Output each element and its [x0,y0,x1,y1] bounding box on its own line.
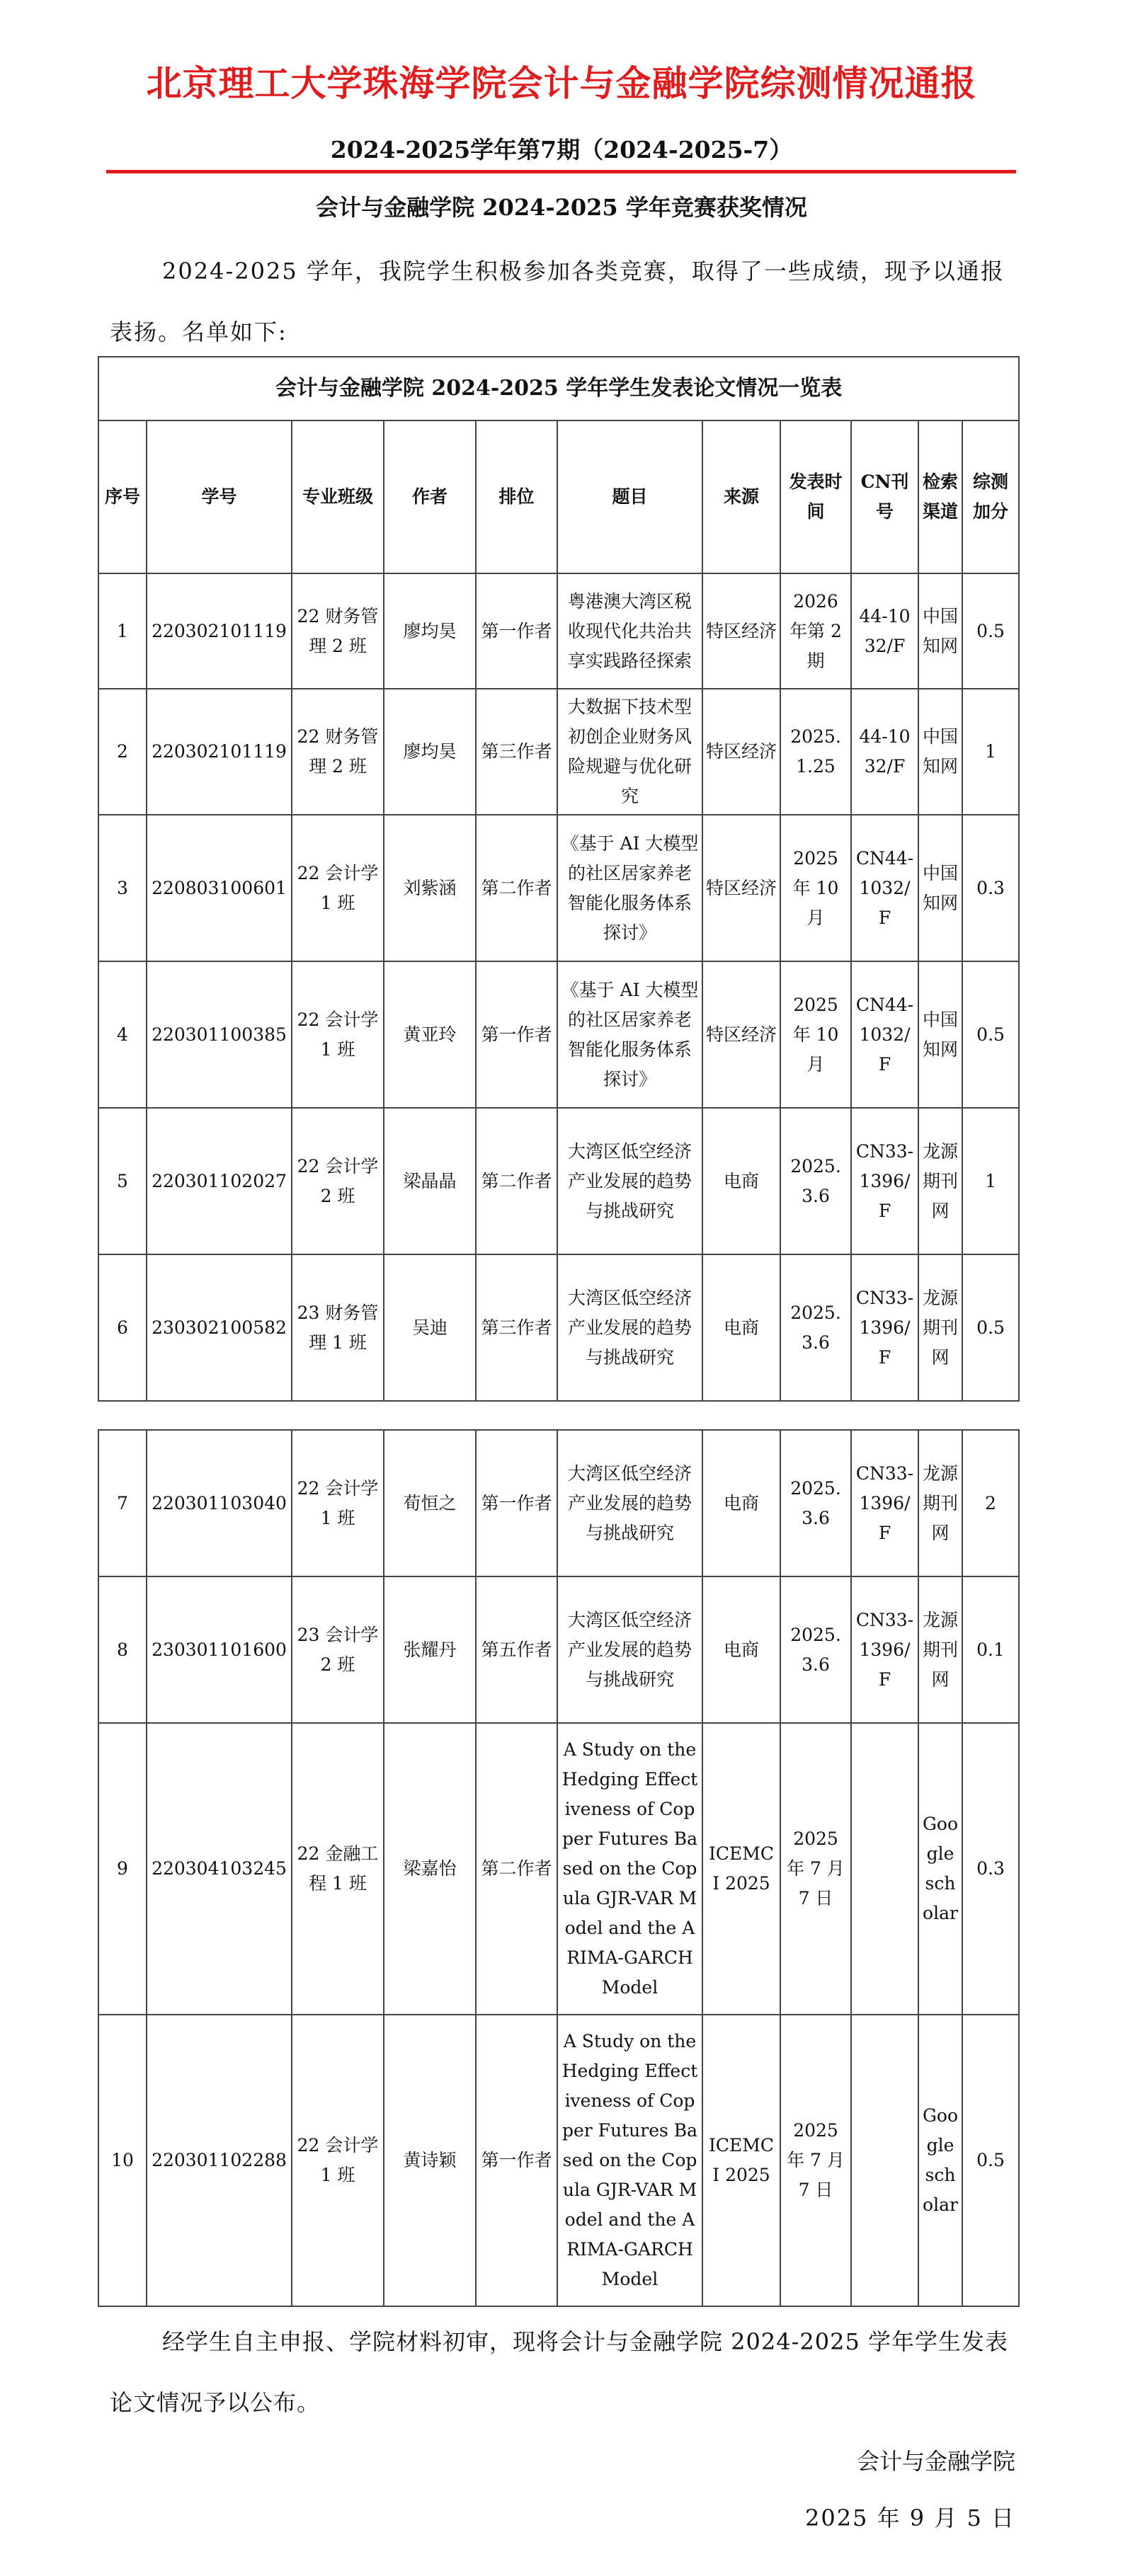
cell-no: 7 [98,1430,147,1576]
cell-rank: 第一作者 [476,573,557,689]
cell-title: 大湾区低空经济产业发展的趋势与挑战研究 [557,1576,702,1723]
cell-student-id: 220301102027 [147,1108,292,1254]
cell-no: 9 [98,1723,147,2015]
cell-source: 电商 [702,1108,780,1254]
cell-cn: CN33-1396/F [851,1108,918,1254]
cell-score: 0.5 [962,2015,1019,2306]
header-channel: 检索渠道 [918,420,962,573]
cell-date: 2025.3.6 [780,1430,851,1576]
cell-no: 3 [98,815,147,961]
table-row [98,815,1019,961]
cell-channel: 龙源期刊网 [918,1254,962,1401]
cell-score: 0.3 [962,815,1019,961]
table-row [98,1430,1019,1576]
cell-student-id: 220301100385 [147,961,292,1108]
cell-class: 22 会计学 2 班 [292,1108,384,1254]
cell-date: 2025.1.25 [780,689,851,815]
table-row [98,1254,1019,1401]
cell-cn: CN33-1396/F [851,1576,918,1723]
cell-source: 特区经济 [702,573,780,689]
header-author: 作者 [384,420,476,573]
table-row [98,573,1019,689]
header-student-id: 学号 [147,420,292,573]
table-row [98,689,1019,815]
red-divider [106,170,1016,173]
cell-rank: 第一作者 [476,2015,557,2306]
cell-score: 0.5 [962,573,1019,689]
cell-score: 0.3 [962,1723,1019,2015]
table-caption: 会计与金融学院 2024-2025 学年学生发表论文情况一览表 [98,357,1019,420]
notice-title: 北京理工大学珠海学院会计与金融学院综测情况通报 [146,63,977,104]
table-row [98,1723,1019,2015]
cell-class: 23 财务管理 1 班 [292,1254,384,1401]
cell-student-id: 220302101119 [147,689,292,815]
header-no: 序号 [98,420,147,573]
cell-score: 1 [962,689,1019,815]
cell-title: 大湾区低空经济产业发展的趋势与挑战研究 [557,1254,702,1401]
cell-author: 荀恒之 [384,1430,476,1576]
cell-title: 《基于 AI 大模型的社区居家养老智能化服务体系探讨》 [557,961,702,1108]
signature-date: 2025 年 9 月 5 日 [804,2505,1015,2531]
cell-date: 2025.3.6 [780,1576,851,1723]
cell-class: 22 财务管理 2 班 [292,573,384,689]
cell-student-id: 220301103040 [147,1430,292,1576]
header-title: 题目 [557,420,702,573]
cell-cn: CN33-1396/F [851,1254,918,1401]
cell-channel: 中国知网 [918,689,962,815]
cell-date: 2025.3.6 [780,1254,851,1401]
cell-no: 10 [98,2015,147,2306]
cell-author: 梁嘉怡 [384,1723,476,2015]
cell-title: 《基于 AI 大模型的社区居家养老智能化服务体系探讨》 [557,815,702,961]
cell-author: 刘紫涵 [384,815,476,961]
cell-no: 2 [98,689,147,815]
cell-rank: 第二作者 [476,815,557,961]
cell-class: 22 会计学 1 班 [292,1430,384,1576]
cell-score: 0.5 [962,1254,1019,1401]
cell-cn [851,1723,918,2015]
cell-channel: 中国知网 [918,815,962,961]
cell-title: A Study on the Hedging Effectiveness of Copper Futures Based on the Copula GJR-VAR Model and the ARIMA-GARCH Model [557,1723,702,2015]
cell-channel: 龙源期刊网 [918,1576,962,1723]
cell-author: 廖均昊 [384,689,476,815]
cell-class: 22 会计学 1 班 [292,815,384,961]
cell-date: 2025.3.6 [780,1108,851,1254]
cell-class: 23 会计学 2 班 [292,1576,384,1723]
issue-number: 2024-2025学年第7期（2024-2025-7） [330,136,793,164]
header-class: 专业班级 [292,420,384,573]
header-cn: CN刊号 [851,420,918,573]
cell-title: 大湾区低空经济产业发展的趋势与挑战研究 [557,1108,702,1254]
cell-title: A Study on the Hedging Effectiveness of Copper Futures Based on the Copula GJR-VAR Model and the ARIMA-GARCH Model [557,2015,702,2306]
cell-source: 电商 [702,1430,780,1576]
cell-student-id: 230301101600 [147,1576,292,1723]
cell-author: 黄亚玲 [384,961,476,1108]
cell-title: 大湾区低空经济产业发展的趋势与挑战研究 [557,1430,702,1576]
cell-title: 粤港澳大湾区税收现代化共治共享实践路径探索 [557,573,702,689]
cell-author: 黄诗颖 [384,2015,476,2306]
table-row [98,961,1019,1108]
cell-channel: 中国知网 [918,961,962,1108]
cell-author: 廖均昊 [384,573,476,689]
cell-student-id: 220302101119 [147,573,292,689]
cell-author: 张耀丹 [384,1576,476,1723]
cell-source: 电商 [702,1576,780,1723]
cell-date: 2025 年 10 月 [780,961,851,1108]
cell-rank: 第三作者 [476,1254,557,1401]
cell-rank: 第五作者 [476,1576,557,1723]
closing-paragraph: 经学生自主申报、学院材料初审，现将会计与金融学院 2024-2025 学年学生发表论文情况予以公布。 [110,2328,1009,2416]
cell-cn: CN33-1396/F [851,1430,918,1576]
signature-org: 会计与金融学院 [856,2448,1015,2475]
cell-rank: 第二作者 [476,1108,557,1254]
header-source: 来源 [702,420,780,573]
cell-channel: 龙源期刊网 [918,1108,962,1254]
papers-table-part-2 [98,1429,1020,2307]
table-row [98,1576,1019,1723]
cell-score: 0.5 [962,961,1019,1108]
cell-class: 22 会计学 1 班 [292,2015,384,2306]
cell-date: 2025 年 7 月 7 日 [780,1723,851,2015]
cell-channel: 中国知网 [918,573,962,689]
cell-class: 22 金融工程 1 班 [292,1723,384,2015]
header-date: 发表时间 [780,420,851,573]
cell-channel: Google scholar [918,2015,962,2306]
cell-source: ICEMCI 2025 [702,1723,780,2015]
cell-no: 8 [98,1576,147,1723]
cell-rank: 第三作者 [476,689,557,815]
cell-channel: Google scholar [918,1723,962,2015]
cell-score: 1 [962,1108,1019,1254]
cell-score: 2 [962,1430,1019,1576]
cell-rank: 第二作者 [476,1723,557,2015]
cell-channel: 龙源期刊网 [918,1430,962,1576]
cell-date: 2025 年 7 月 7 日 [780,2015,851,2306]
cell-cn [851,2015,918,2306]
cell-author: 吴迪 [384,1254,476,1401]
header-score: 综测加分 [962,420,1019,573]
cell-no: 1 [98,573,147,689]
cell-student-id: 220304103245 [147,1723,292,2015]
cell-title: 大数据下技术型初创企业财务风险规避与优化研究 [557,689,702,815]
papers-table-part-1 [98,356,1020,1402]
cell-class: 22 财务管理 2 班 [292,689,384,815]
cell-rank: 第一作者 [476,1430,557,1576]
cell-source: ICEMCI 2025 [702,2015,780,2306]
cell-source: 特区经济 [702,815,780,961]
cell-student-id: 220803100601 [147,815,292,961]
table-row [98,1108,1019,1254]
cell-no: 5 [98,1108,147,1254]
cell-date: 2026 年第 2 期 [780,573,851,689]
cell-cn: CN44-1032/F [851,961,918,1108]
intro-paragraph: 2024-2025 学年，我院学生积极参加各类竞赛，取得了一些成绩，现予以通报表扬。名单如下: [110,258,1005,345]
cell-author: 梁晶晶 [384,1108,476,1254]
cell-class: 22 会计学 1 班 [292,961,384,1108]
cell-source: 电商 [702,1254,780,1401]
cell-cn: 44-1032/F [851,573,918,689]
cell-source: 特区经济 [702,961,780,1108]
cell-student-id: 230302100582 [147,1254,292,1401]
header-rank: 排位 [476,420,557,573]
cell-no: 4 [98,961,147,1108]
cell-date: 2025 年 10 月 [780,815,851,961]
section-title: 会计与金融学院 2024-2025 学年竞赛获奖情况 [316,194,807,221]
cell-cn: 44-1032/F [851,689,918,815]
cell-source: 特区经济 [702,689,780,815]
table-row [98,2015,1019,2306]
cell-student-id: 220301102288 [147,2015,292,2306]
cell-cn: CN44-1032/F [851,815,918,961]
cell-no: 6 [98,1254,147,1401]
cell-rank: 第一作者 [476,961,557,1108]
cell-score: 0.1 [962,1576,1019,1723]
